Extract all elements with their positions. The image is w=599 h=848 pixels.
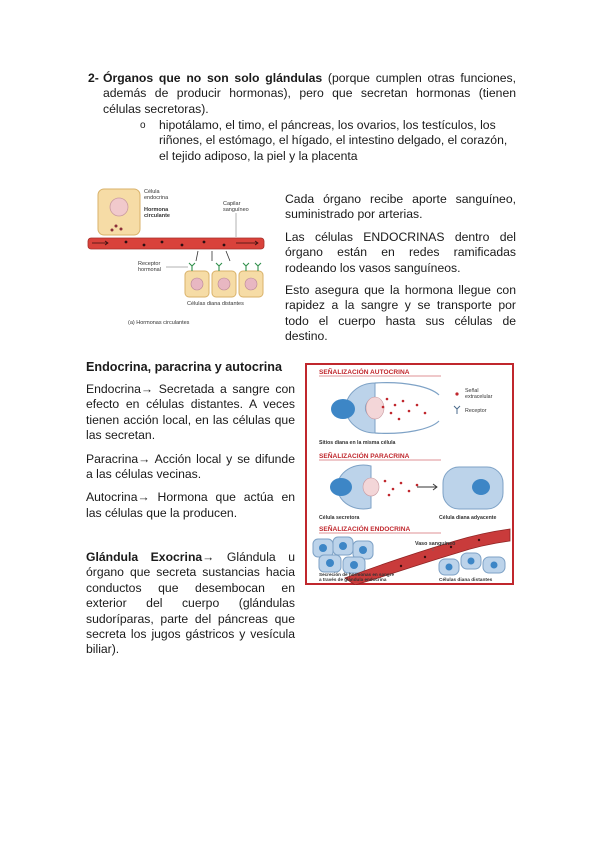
label-hormone-2: circulante <box>144 213 170 219</box>
section-heading: Endocrina, paracrina y autocrina <box>86 360 282 374</box>
receptor-icons <box>189 263 261 271</box>
secretion-caption-2: a través de glándula endocrina <box>319 577 387 582</box>
section-2-intro <box>103 71 516 117</box>
figure1-description <box>285 192 516 352</box>
section-2-title: Órganos que no son solo glándulas <box>103 71 323 85</box>
hormone-granule <box>115 225 118 228</box>
section-2-intro-text: (porque cumplen otras funciones, además de producir hormonas), pero que secretan hormonas (tienen células secretoras). <box>103 71 516 116</box>
legend-receptor: Receptor <box>465 408 487 414</box>
signal-legend-icon <box>455 392 458 395</box>
label-vessel: Vaso sanguíneo <box>415 541 456 547</box>
paragraph-blood-supply: Cada órgano recibe aporte sanguíneo, suministrado por arterias. <box>285 192 516 222</box>
diffusion-arrows <box>196 251 230 261</box>
definition-exocrine <box>86 550 295 658</box>
definition-paracrine <box>86 452 295 483</box>
legend-signal-2: extracelular <box>465 394 493 400</box>
endocrine-gland-cells <box>313 537 373 573</box>
autocrine-caption: Sitios diana en la misma célula <box>319 440 396 446</box>
label-distant-cells: Células diana distantes <box>439 578 493 583</box>
target-cells <box>185 271 263 297</box>
circulating-hormones-figure <box>86 185 276 330</box>
definition-endocrine <box>86 382 295 444</box>
desc-autocrine: Hormona que actúa en las células que la producen. <box>86 490 295 520</box>
section-number: 2- <box>88 71 99 85</box>
label-capillary-2: sanguíneo <box>223 207 249 213</box>
term-autocrine: Autocrina <box>86 490 138 505</box>
paragraph-endocrine-networks: Las células ENDOCRINAS dentro del órgano están en redes ramificadas rodeando los vasos sanguíneos. <box>285 229 516 275</box>
label-receptor-1: Receptor <box>138 261 161 267</box>
desc-endocrine: Secretada a sangre con efecto en células distantes. A veces tienen acción local, en las células que las secretan. <box>86 382 295 443</box>
term-exocrine: Glándula Exocrina <box>86 550 203 564</box>
organ-list-text: hipotálamo, el timo, el páncreas, los ovarios, los testículos, los riñones, el estómago, el hígado, el intestino delgado, el corazón, el tejido adiposo, la piel y la placenta <box>159 118 508 163</box>
legend-signal-1: Señal <box>465 388 479 394</box>
label-adjacent-cell: Célula diana adyacente <box>439 515 497 521</box>
label-receptor-2: hormonal <box>138 267 161 273</box>
paragraph-hormone-transport: Esto asegura que la hormona llegue con rapidez a la sangre y se transporte por todo el cuerpo hasta sus células de destino. <box>285 283 516 344</box>
endocrine-title: SEÑALIZACIÓN ENDOCRINA <box>319 526 411 533</box>
arrow-icon: → <box>202 550 215 564</box>
hormone-granule <box>111 229 114 232</box>
signaling-definitions <box>86 382 295 529</box>
endocrine-nucleus <box>110 198 128 216</box>
term-endocrine: Endocrina <box>86 382 141 396</box>
autocrine-title: SEÑALIZACIÓN AUTOCRINA <box>319 369 410 376</box>
signaling-types-figure <box>305 363 514 585</box>
list-item <box>140 118 516 164</box>
figure1-caption: (a) Hormonas circulantes <box>128 320 190 326</box>
label-secretory-cell: Célula secretora <box>319 515 360 521</box>
arrow-icon: → <box>140 382 154 396</box>
label-cell-2: endocrina <box>144 195 169 201</box>
paracrine-title: SEÑALIZACIÓN PARACRINA <box>319 453 410 460</box>
capillary <box>88 238 264 249</box>
desc-exocrine: Glándula u órgano que secreta sustancias hacia conductos que desembocan en exterior del cuerpo (glándulas sudoríparas, parte del páncreas que secreta los jugos gástricos y vesícula biliar). <box>86 550 295 657</box>
secretory-nucleus <box>330 478 352 496</box>
desc-paracrine: Acción local y se difunde a las células vecinas. <box>86 451 295 482</box>
label-hormone-1: Hormona <box>144 207 169 213</box>
definition-autocrine <box>86 490 295 521</box>
secretion-caption-1: Secreción de hormonas en sangre <box>319 572 395 577</box>
arrow-icon: → <box>137 490 150 505</box>
label-target-cells: Células diana distantes <box>187 301 244 307</box>
arrow-icon: → <box>138 451 151 466</box>
section-2 <box>88 71 516 117</box>
term-paracrine: Paracrina <box>86 451 139 466</box>
organ-list <box>140 118 516 164</box>
bullet-marker: o <box>140 120 146 131</box>
autocrine-nucleus <box>331 399 355 419</box>
label-cell-1: Célula <box>144 189 160 195</box>
hormone-granule <box>120 228 123 231</box>
label-capillary-1: Capilar <box>223 201 241 207</box>
